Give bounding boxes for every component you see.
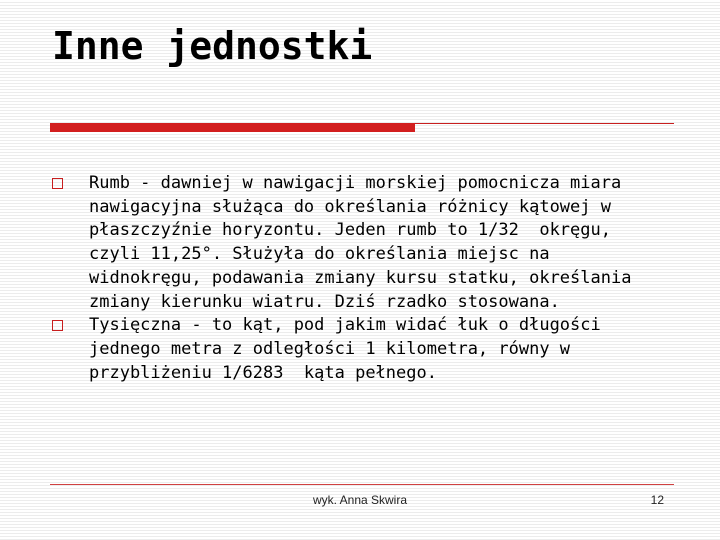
list-item	[52, 172, 692, 314]
slide-title: Inne jednostki	[52, 24, 373, 68]
bullet-list	[52, 172, 692, 385]
bullet-text: Rumb - dawniej w nawigacji morskiej pomocnicza miara nawigacyjna służąca do określania różnicy kątowej w płaszczyźnie horyzontu. Jeden rumb to 1/32 okręgu, czyli 11,25°. Służyła do określania miejsc na widnokręgu, podawania zmiany kursu statku, określania zmiany kierunku wiatru. Dziś rzadko stosowana.	[89, 173, 632, 312]
footer-author: wyk. Anna Skwira	[312, 493, 408, 507]
bullet-text: Tysięczna - to kąt, pod jakim widać łuk o długości jednego metra z odległości 1 kilometra, równy w przybliżeniu 1/6283 kąta pełnego.	[89, 315, 601, 383]
hollow-square-bullet-icon	[52, 178, 63, 189]
footer-divider	[50, 484, 674, 485]
page-number: 12	[650, 493, 664, 507]
list-item	[52, 314, 692, 385]
title-underline-accent	[50, 123, 415, 132]
hollow-square-bullet-icon	[52, 320, 63, 331]
